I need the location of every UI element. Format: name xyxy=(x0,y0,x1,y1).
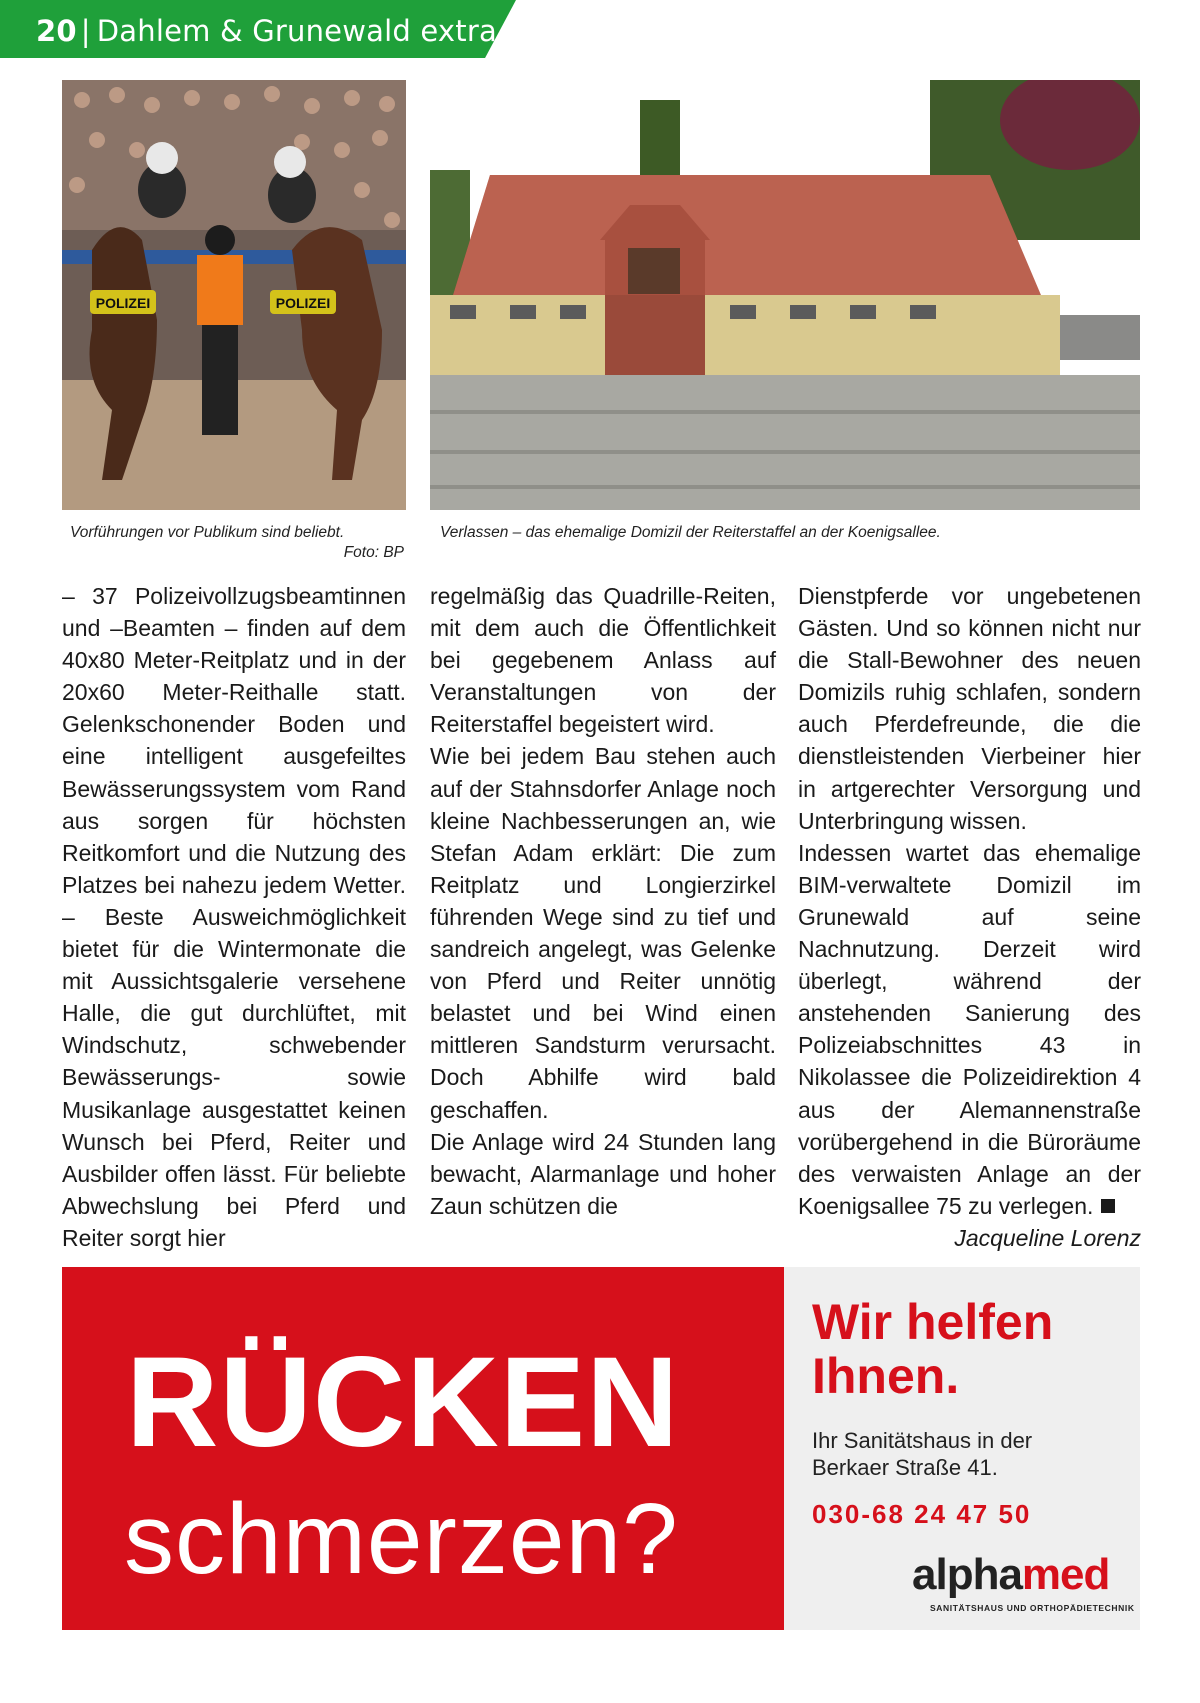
header-separator: | xyxy=(80,14,91,48)
photo-police-horses xyxy=(62,80,406,510)
ad-address-line2: Berkaer Straße 41. xyxy=(812,1455,998,1480)
article-column-2 xyxy=(430,580,776,1222)
section-header xyxy=(36,14,497,48)
ad-slogan xyxy=(812,1295,1053,1403)
photo-credit: Foto: BP xyxy=(343,544,404,561)
article-paragraph-text: Indessen wartet das ehemalige BIM-verwaltete Domizil im Grunewald auf seine Nachnutzung. Derzeit wird überlegt, während der anstehenden Sanierung des Polizeiabschnittes 43 in Nikolassee die Polizeidirektion 4 aus der Alemannenstraße vorübergehend in die Büroräume des verwaisten Anlage an der Koenigsallee 75 zu verlegen. xyxy=(798,839,1141,1219)
article-paragraph: Dienstpferde vor ungebetenen Gästen. Und so können nicht nur die Stall-Bewohner des neuen Domizils ruhig schlafen, sondern auch Pferdefreunde, die die dienstleistenden Vierbeiner hier in artgerechter Versorgung und Unterbringung wissen. xyxy=(798,583,1141,834)
ad-address-line1: Ihr Sanitätshaus in der xyxy=(812,1428,1033,1453)
ad-phone-number[interactable]: 030-68 24 47 50 xyxy=(812,1499,1032,1529)
ad-slogan-line2: Ihnen. xyxy=(812,1348,960,1404)
ad-subline: schmerzen? xyxy=(124,1483,679,1595)
ad-red-panel[interactable] xyxy=(62,1267,784,1630)
article-paragraph-last xyxy=(798,837,1141,1222)
polizei-sign-left: POLIZEI xyxy=(95,295,151,311)
polizei-sign-right: POLIZEI xyxy=(275,295,331,311)
article-paragraph: regelmäßig das Quadrille-Reiten, mit dem auch die Öffentlichkeit bei gegebenem Anlass auf Veranstaltungen von der Reiterstaffel begeistert wird. xyxy=(430,583,776,738)
ad-slogan-line1: Wir helfen xyxy=(812,1294,1054,1350)
article-paragraph: Die Anlage wird 24 Stunden lang bewacht, Alarmanlage und hoher Zaun schützen die xyxy=(430,1128,776,1219)
logo-part-alpha: alpha xyxy=(912,1550,1022,1599)
page-number: 20 xyxy=(36,14,77,48)
end-mark-icon xyxy=(1101,1199,1115,1213)
caption-right: Verlassen – das ehemalige Domizil der Reiterstaffel an der Koenigsallee. xyxy=(440,524,941,541)
article-paragraph: Wie bei jedem Bau stehen auch auf der Stahnsdorfer Anlage noch kleine Nachbesserungen an, wie Stefan Adam erklärt: Die zum Reitplatz und Longierzirkel führenden Wege sind zu tief und sandreich angelegt, was Gelenke von Pferd und Reiter unnötig belastet und bei Wind einen mittleren Sandsturm verursacht. Doch Abhilfe wird bald geschaffen. xyxy=(430,743,776,1123)
article-paragraph: – 37 Polizeivollzugsbeamtinnen und –Beamten – finden auf dem 40x80 Meter-Reitplatz und in der 20x60 Meter-Reithalle statt. Gelenkschonender Boden und eine intelligent ausgefeiltes Bewässerungssystem vom Rand aus sorgen für höchsten Reitkomfort und die Nutzung des Platzes bei nahezu jedem Wetter. – Beste Ausweichmöglichkeit bietet für die Wintermonate die mit Aussichtsgalerie versehene Halle, die gut durchlüftet, mit Windschutz, schwebender Bewässerungs- sowie Musikanlage ausgestattet keinen Wunsch bei Pferd, Reiter und Ausbilder offen lässt. Für beliebte Abwechslung bei Pferd und Reiter sorgt hier xyxy=(62,583,406,1251)
ad-info-panel[interactable] xyxy=(784,1267,1140,1630)
alphamed-logo xyxy=(912,1550,1110,1599)
article-column-1 xyxy=(62,580,406,1254)
photo-abandoned-building xyxy=(430,80,1140,510)
caption-left-text: Vorführungen vor Publikum sind beliebt. xyxy=(70,524,345,541)
ad-address xyxy=(812,1427,1032,1481)
logo-tagline: SANITÄTSHAUS UND ORTHOPÄDIETECHNIK xyxy=(930,1603,1135,1613)
caption-left xyxy=(70,523,404,563)
article-column-3 xyxy=(798,580,1141,1254)
author-name: Jacqueline Lorenz xyxy=(954,1224,1141,1251)
section-title: Dahlem & Grunewald extra xyxy=(96,14,497,48)
ad-headline: RÜCKEN xyxy=(126,1331,680,1474)
logo-part-med: med xyxy=(1021,1550,1110,1599)
